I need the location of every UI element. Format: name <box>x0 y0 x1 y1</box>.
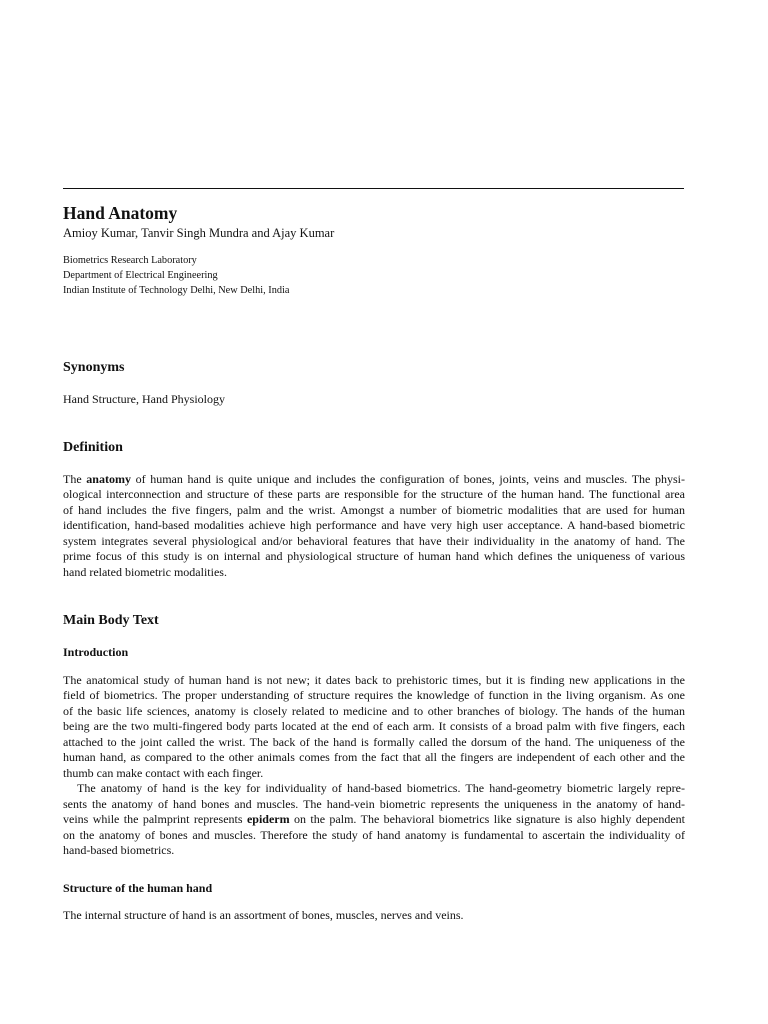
text-line: The anatomy of human hand is quite unique and includes the configuration of bones, joints, veins and muscles. The physi- <box>63 472 686 486</box>
affiliation-line: Biometrics Research Laboratory <box>63 255 197 266</box>
text-line: being are the two multi-fingered body parts located at the end of each arm. It consists of a broad palm with five fingers, each <box>63 719 685 734</box>
text-line: veins while the palmprint represents epiderm on the palm. The behavioral biometrics like signature is also highly dependent <box>63 812 686 827</box>
text-line: on the anatomy of bones and muscles. Therefore the study of hand anatomy is fundamental to ascertain the individuality of <box>63 827 685 842</box>
author-affiliation <box>63 253 289 298</box>
text-line: human hand, as compared to the other animals comes from the fact that all the fingers are independent of each other and the <box>63 750 685 765</box>
text-line: The internal structure of hand is an assortment of bones, muscles, nerves and veins. <box>63 908 464 922</box>
article-authors: Amioy Kumar, Tanvir Singh Mundra and Ajay Kumar <box>63 226 335 240</box>
synonyms-text <box>63 392 685 407</box>
text-line: sents the anatomy of hand bones and muscles. The hand-vein biometric represents the uniqueness in the anatomy of hand- <box>63 796 685 811</box>
text-line: hand-based biometrics. <box>63 842 175 857</box>
affiliation-line: Department of Electrical Engineering <box>63 270 218 281</box>
header-rule <box>63 188 684 189</box>
definition-paragraph <box>63 472 685 580</box>
structure-paragraph <box>63 908 685 923</box>
text-line: ological interconnection and structure of these parts are responsible for the structure of the human hand. The functional area <box>63 487 685 502</box>
text-line: The anatomy of hand is the key for individuality of hand-based biometrics. The hand-geometry biometric largely repre- <box>77 781 685 796</box>
article-title: Hand Anatomy <box>63 203 178 223</box>
synonyms-heading: Synonyms <box>63 360 125 375</box>
definition-heading: Definition <box>63 440 123 455</box>
text-line: identification, hand-based modalities achieve high performance and have very high user acceptance. A hand-based biometric <box>63 518 685 533</box>
bold-term: epiderm <box>246 812 290 827</box>
text-line: The anatomical study of human hand is not new; it dates back to prehistoric times, but it is finding new applications in the <box>63 673 685 687</box>
affiliation-line: Indian Institute of Technology Delhi, New Delhi, India <box>63 285 290 296</box>
text-line: of the basic life sciences, anatomy is closely related to medicine and to other branches of biology. The hands of the human <box>63 703 685 718</box>
introduction-paragraph <box>63 673 685 858</box>
text-line: Hand Structure, Hand Physiology <box>63 392 225 406</box>
introduction-heading: Introduction <box>63 645 129 659</box>
paper-page <box>63 0 685 1024</box>
text-line: field of biometrics. The proper understanding of structure requires the knowledge of function in the living organism. As one <box>63 688 685 703</box>
text-line: attached to the joint called the wrist. The back of the hand is formally called the dorsum of the hand. The uniqueness of the <box>63 734 685 749</box>
text-line: of hand includes the five fingers, palm and the wrist. Amongst a number of biometric modalities that are used for human <box>63 502 685 517</box>
structure-heading: Structure of the human hand <box>63 881 213 895</box>
bold-term: anatomy <box>86 472 131 486</box>
text-line: thumb can make contact with each finger. <box>63 765 264 780</box>
text-line: system integrates several physiological and/or behavioral features that have their individuality in the anatomy of hand. The <box>63 533 685 548</box>
text-line: hand related biometric modalities. <box>63 564 227 579</box>
text-line: prime focus of this study is on internal and physiological structure of human hand which defines the uniqueness of various <box>63 549 685 564</box>
main-body-heading: Main Body Text <box>63 613 159 628</box>
